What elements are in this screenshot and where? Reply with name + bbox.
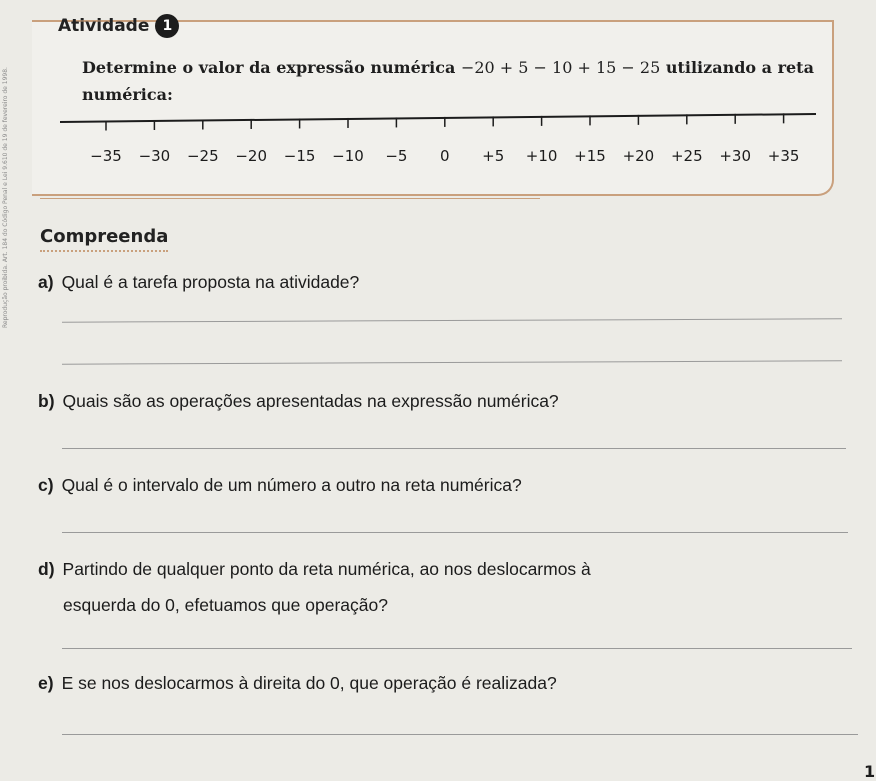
number-line-label: −20 [235, 147, 268, 165]
answer-line[interactable] [62, 318, 842, 322]
number-line-label: −15 [283, 147, 316, 165]
answer-line[interactable] [62, 734, 858, 735]
number-line-label: +20 [622, 147, 655, 165]
activity-number-badge: 1 [155, 14, 179, 38]
number-line-label: −25 [186, 147, 219, 165]
question-text: Partindo de qualquer ponto da reta numérica, ao nos deslocarmos à [62, 559, 591, 579]
activity-statement [82, 54, 822, 108]
number-line [60, 104, 820, 176]
question-a [38, 271, 838, 293]
question-letter: e) [38, 673, 54, 693]
number-line-label: +5 [482, 147, 505, 165]
number-line-svg [60, 104, 820, 172]
question-text: Qual é a tarefa proposta na atividade? [61, 272, 360, 292]
activity-header [58, 13, 179, 39]
number-line-label: +25 [670, 147, 703, 165]
section-title: Compreenda [40, 226, 168, 252]
question-text: Qual é o intervalo de um número a outro na reta numérica? [61, 475, 522, 495]
question-d [38, 558, 838, 616]
question-letter: d) [38, 559, 55, 579]
number-line-label: 0 [440, 147, 450, 165]
question-text-continued: esquerda do 0, efetuamos que operação? [63, 595, 388, 615]
answer-line[interactable] [62, 648, 852, 649]
page-number: 1 [864, 762, 876, 781]
statement-suffix: utilizando a reta numérica: [82, 58, 814, 104]
question-b [38, 390, 838, 412]
question-c [38, 474, 838, 496]
activity-title: Atividade [58, 16, 150, 36]
answer-line[interactable] [62, 448, 846, 449]
question-text: Quais são as operações apresentadas na expressão numérica? [62, 391, 559, 411]
question-e [38, 672, 838, 694]
number-line-label: +30 [719, 147, 752, 165]
copyright-note: Reprodução proibida. Art. 184 do Código Penal e Lei 9.610 de 19 de fevereiro de 1998. [2, 67, 9, 328]
statement-prefix: Determine o valor da expressão numérica [82, 58, 461, 77]
question-letter: a) [38, 272, 54, 292]
question-text: E se nos deslocarmos à direita do 0, que operação é realizada? [61, 673, 557, 693]
number-line-label: +35 [767, 147, 800, 165]
number-line-axis [60, 114, 816, 122]
number-line-label: +10 [525, 147, 558, 165]
number-line-label: +15 [574, 147, 606, 165]
statement-expression: −20 + 5 − 10 + 15 − 25 [460, 58, 661, 77]
question-letter: c) [38, 475, 54, 495]
answer-line[interactable] [62, 532, 848, 533]
number-line-label: −10 [332, 147, 364, 165]
number-line-label: −35 [90, 147, 122, 165]
section-divider [40, 198, 540, 199]
answer-line[interactable] [62, 360, 842, 364]
number-line-label: −30 [138, 147, 171, 165]
question-letter: b) [38, 391, 55, 411]
number-line-label: −5 [385, 147, 408, 165]
